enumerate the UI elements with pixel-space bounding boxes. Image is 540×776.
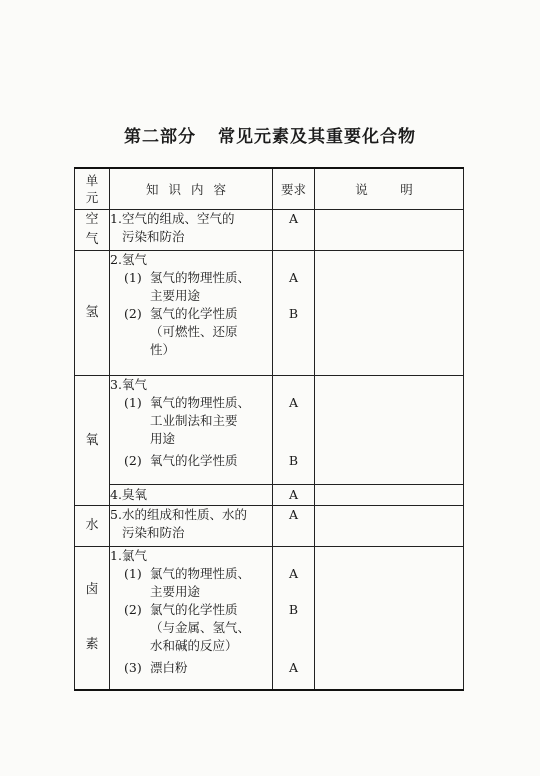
- table-row: [75, 251, 464, 376]
- note-cell: [315, 506, 464, 547]
- unit-cell-water: 水: [75, 506, 110, 547]
- note-cell: [315, 485, 464, 506]
- header-note: 说 明: [315, 168, 464, 210]
- requirement-cell: A: [273, 210, 315, 251]
- header-unit: 单 元: [75, 168, 110, 210]
- note-cell: [315, 210, 464, 251]
- requirement-cell: A B: [273, 376, 315, 485]
- part-label: 第二部分: [124, 127, 196, 147]
- requirement-cell: A B A: [273, 547, 315, 690]
- content-cell: 2. 氢气 (1) 氢气的物理性质、 主要用途 (2) 氢气的化学性质 （可燃性、还原 性）: [110, 251, 273, 376]
- table-row: [75, 485, 464, 506]
- header-requirement: 要求: [273, 168, 315, 210]
- requirement-cell: A B: [273, 251, 315, 376]
- table-row: [75, 547, 464, 690]
- page-title: [0, 122, 540, 147]
- content-cell: 1. 氯气 (1) 氯气的物理性质、 主要用途 (2) 氯气的化学性质 （与金属、氢气、 水和碱的反应） (3) 漂白粉: [110, 547, 273, 690]
- content-cell: 4. 臭氧: [110, 485, 273, 506]
- note-cell: [315, 547, 464, 690]
- unit-cell-air: 空 气: [75, 210, 110, 251]
- content-cell: 1. 空气的组成、空气的 污染和防治: [110, 210, 273, 251]
- table-row: [75, 376, 464, 485]
- part-name: 常见元素及其重要化合物: [218, 127, 416, 147]
- unit-cell-hydrogen: 氢: [75, 251, 110, 376]
- note-cell: [315, 376, 464, 485]
- content-cell: 3. 氧气 (1) 氧气的物理性质、 工业制法和主要 用途 (2) 氧气的化学性质: [110, 376, 273, 485]
- unit-cell-halogen: 卤 素: [75, 547, 110, 690]
- requirement-cell: A: [273, 485, 315, 506]
- unit-cell-oxygen: 氧: [75, 376, 110, 506]
- table-row: [75, 210, 464, 251]
- content-cell: 5. 水的组成和性质、水的 污染和防治: [110, 506, 273, 547]
- note-cell: [315, 251, 464, 376]
- requirement-cell: A: [273, 506, 315, 547]
- table-row: [75, 506, 464, 547]
- table-header-row: [75, 168, 464, 210]
- header-knowledge: 知识内容: [110, 168, 273, 210]
- knowledge-table: [74, 167, 464, 691]
